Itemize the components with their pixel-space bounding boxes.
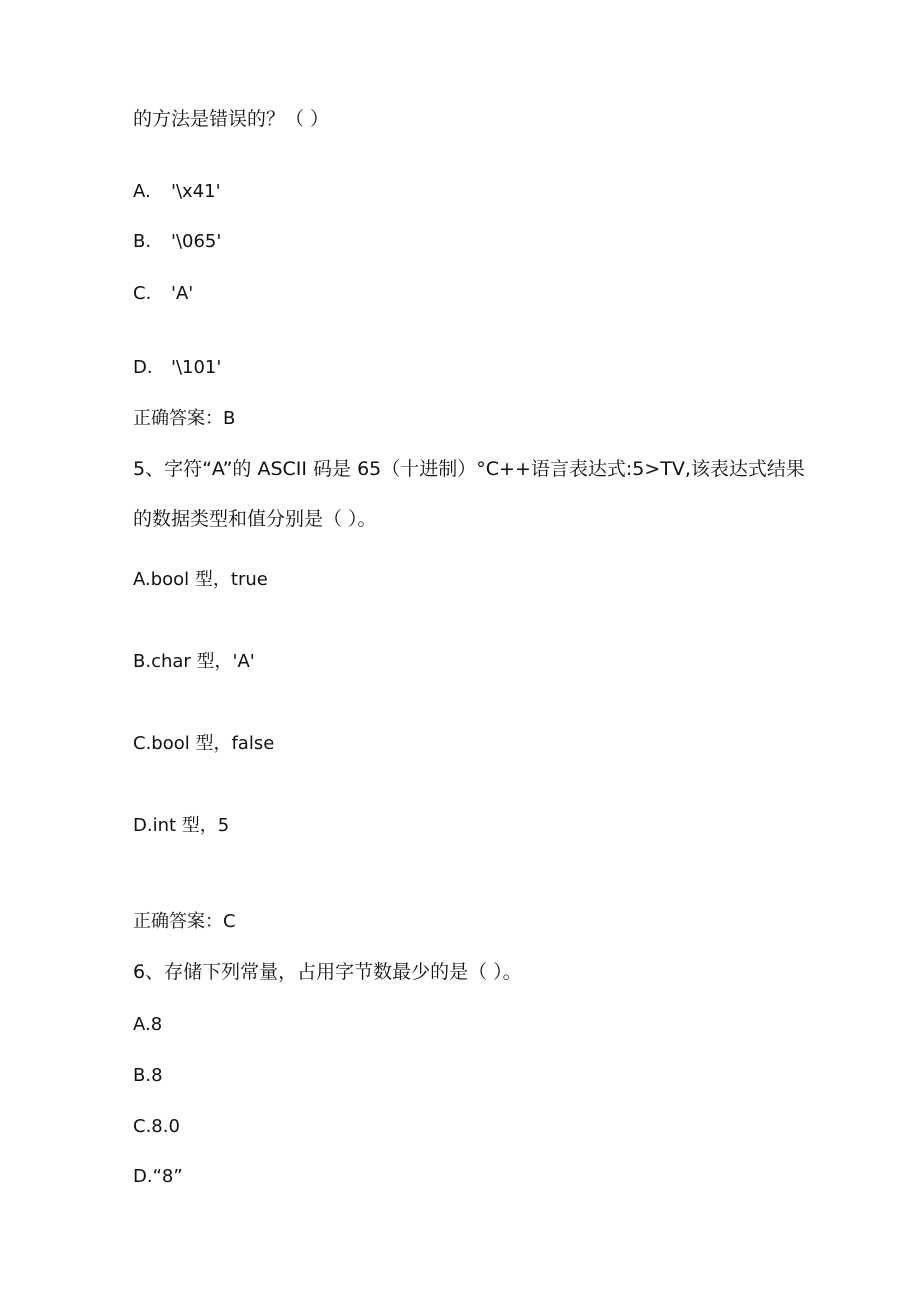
q6-option-b: B.8 bbox=[133, 1065, 163, 1086]
q4-option-d bbox=[133, 356, 221, 380]
q6-option-c: C.8.0 bbox=[133, 1116, 180, 1137]
q5-option-c: C.bool 型，false bbox=[133, 733, 275, 754]
q6-option-a: A.8 bbox=[133, 1014, 163, 1035]
q4-answer: 正确答案：B bbox=[133, 408, 236, 429]
q5-option-b: B.char 型，'A' bbox=[133, 651, 255, 672]
q4-option-c bbox=[133, 282, 193, 306]
q5-option-a: A.bool 型，true bbox=[133, 569, 268, 590]
option-label: B. bbox=[133, 231, 152, 252]
option-label: D. bbox=[133, 357, 153, 378]
q4-stem-tail: 的方法是错误的？（ ） bbox=[133, 108, 330, 130]
q5-option-d: D.int 型，5 bbox=[133, 815, 230, 836]
option-text: 'A' bbox=[171, 283, 194, 304]
q5-stem-line1: 5、字符“A”的 ASCII 码是 65（十进制）°C++语言表达式:5>TV,该表达式结果 bbox=[133, 458, 805, 480]
option-text: '\101' bbox=[171, 357, 222, 378]
q6-option-d: D.“8” bbox=[133, 1166, 183, 1187]
q4-option-a bbox=[133, 180, 221, 204]
option-text: '\065' bbox=[171, 231, 222, 252]
q6-stem: 6、存储下列常量，占用字节数最少的是（ ）。 bbox=[133, 961, 522, 983]
q5-stem-line2: 的数据类型和值分别是（ ）。 bbox=[133, 508, 377, 530]
option-label: C. bbox=[133, 283, 152, 304]
q4-option-b bbox=[133, 230, 221, 254]
option-label: A. bbox=[133, 181, 151, 202]
q5-answer: 正确答案：C bbox=[133, 911, 236, 932]
option-text: '\x41' bbox=[171, 181, 221, 202]
